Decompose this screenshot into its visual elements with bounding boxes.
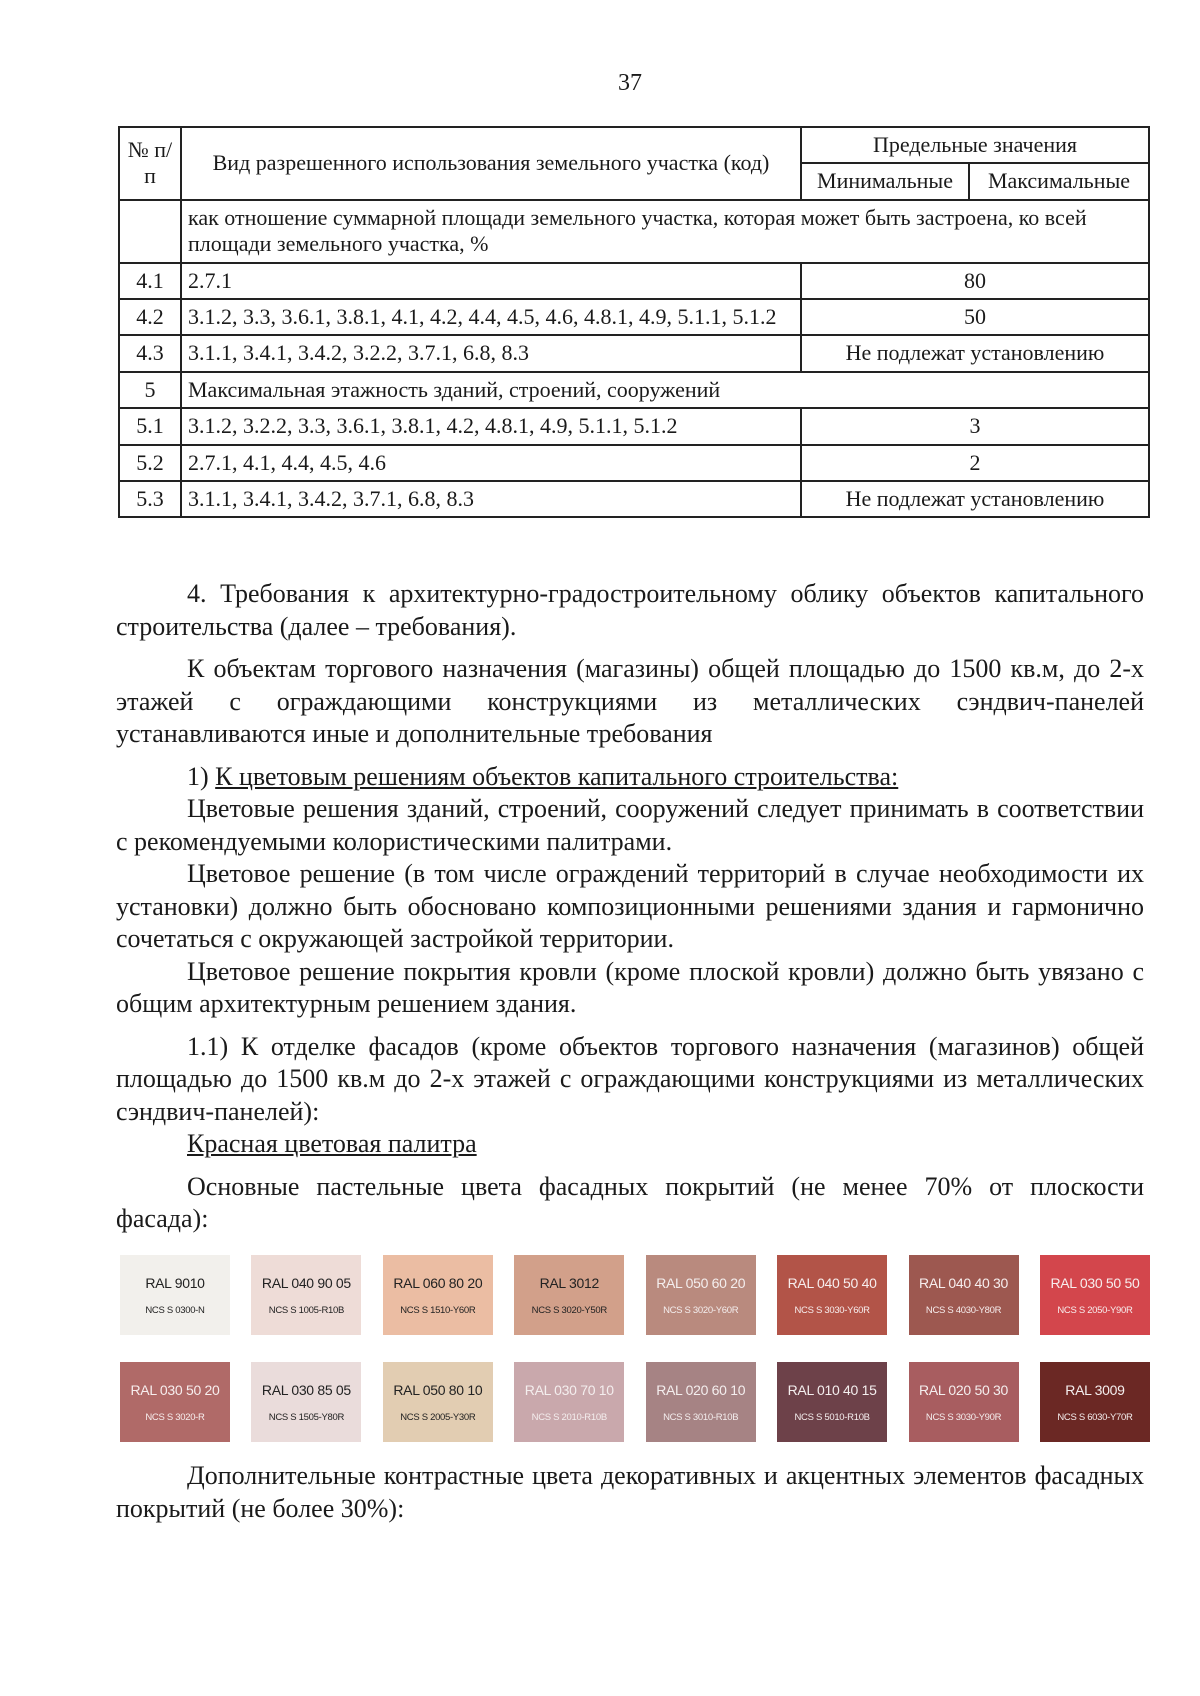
color-swatch: [646, 1255, 756, 1335]
swatch-ncs-code: NCS S 2005-Y30R: [400, 1411, 476, 1423]
swatch-ral-code: RAL 3012: [539, 1274, 599, 1291]
table-row: [119, 299, 1149, 335]
swatch-ncs-code: NCS S 2010-R10B: [531, 1411, 607, 1423]
row-use: Максимальная этажность зданий, строений, сооружений: [181, 372, 1149, 408]
page-number: 37: [618, 70, 642, 96]
swatch-ncs-code: NCS S 3010-R10B: [663, 1411, 739, 1423]
color-swatch: [909, 1362, 1019, 1442]
body-text-upper: [116, 578, 1144, 1236]
swatch-ncs-code: NCS S 2050-Y90R: [1057, 1304, 1133, 1316]
swatch-ral-code: RAL 020 60 10: [656, 1381, 746, 1398]
row-value: 3: [801, 408, 1149, 444]
row-value: Не подлежат установлению: [801, 481, 1149, 517]
paragraph-accent-colors: Дополнительные контрастные цвета декоративных и акцентных элементов фасадных покрытий (не более 30%):: [116, 1461, 1144, 1523]
row-use: как отношение суммарной площади земельного участка, которая может быть застроена, ко всей площади земельного участка, %: [181, 200, 1149, 263]
swatch-ral-code: RAL 020 50 30: [919, 1381, 1009, 1398]
row-num: 5.3: [119, 481, 181, 517]
color-swatch: [1040, 1255, 1150, 1335]
row-num: 5: [119, 372, 181, 408]
color-swatch: [514, 1362, 624, 1442]
color-swatch: [251, 1362, 361, 1442]
row-num: 4.2: [119, 299, 181, 335]
row-num: 4.3: [119, 335, 181, 371]
color-swatch: [1040, 1362, 1150, 1442]
table-row: [119, 335, 1149, 371]
header-min: Минимальные: [801, 163, 969, 199]
header-num: № п/п: [119, 127, 181, 200]
row-num: 4.1: [119, 263, 181, 299]
swatch-ral-code: RAL 040 50 40: [787, 1274, 877, 1291]
body-text-lower: [116, 1460, 1144, 1535]
paragraph-facade-finish: 1.1) К отделке фасадов (кроме объектов торгового назначения (магазинов) общей площадью до 1500 кв.м до 2-х этажей с ограждающими конструкциями из металлических сэндвич-панелей):: [116, 1031, 1144, 1126]
color-swatch: [646, 1362, 756, 1442]
row-value: 80: [801, 263, 1149, 299]
swatch-ncs-code: NCS S 0300-N: [145, 1304, 205, 1316]
color-swatch: [909, 1255, 1019, 1335]
row-use: 2.7.1, 4.1, 4.4, 4.5, 4.6: [181, 445, 801, 481]
row-value: Не подлежат установлению: [801, 335, 1149, 371]
swatch-ral-code: RAL 050 60 20: [656, 1274, 746, 1291]
swatch-ncs-code: NCS S 3020-Y60R: [663, 1304, 739, 1316]
swatch-ral-code: RAL 030 50 50: [1050, 1274, 1140, 1291]
paragraph-roof-color: Цветовое решение покрытия кровли (кроме плоской кровли) должно быть увязано с общим архитектурным решением здания.: [116, 956, 1144, 1018]
color-swatch: [514, 1255, 624, 1335]
swatch-ral-code: RAL 050 80 10: [393, 1381, 483, 1398]
color-swatch: [120, 1362, 230, 1442]
palette-main-colors-second-row: [120, 1362, 1150, 1442]
row-num: 5.2: [119, 445, 181, 481]
paragraph-trade-objects: К объектам торгового назначения (магазины) общей площадью до 1500 кв.м, до 2-х этажей с ограждающими конструкциями из металлических сэндвич-панелей устанавливаются иные и дополнительные требования: [116, 654, 1144, 748]
table-row: [119, 263, 1149, 299]
swatch-ral-code: RAL 030 85 05: [261, 1381, 351, 1398]
paragraph-color-heading: [116, 761, 1144, 794]
swatch-ral-code: RAL 040 40 30: [919, 1274, 1009, 1291]
swatch-ral-code: RAL 030 70 10: [524, 1381, 614, 1398]
swatch-ral-code: RAL 010 40 15: [787, 1381, 877, 1398]
swatch-ncs-code: NCS S 3030-Y90R: [925, 1411, 1002, 1423]
color-swatch: [383, 1362, 493, 1442]
header-limits: Предельные значения: [801, 127, 1149, 163]
row-value: 2: [801, 445, 1149, 481]
color-heading-underlined: К цветовым решениям объектов капитального строительства:: [215, 761, 899, 791]
requirements-table: [118, 126, 1150, 518]
table-row: [119, 481, 1149, 517]
swatch-ncs-code: NCS S 1510-Y60R: [400, 1304, 476, 1316]
paragraph-requirements: 4. Требования к архитектурно-градостроительному облику объектов капитального строительства (далее – требования).: [116, 579, 1144, 641]
row-num: 5.1: [119, 408, 181, 444]
color-swatch: [777, 1255, 887, 1335]
swatch-ncs-code: NCS S 6030-Y70R: [1057, 1411, 1133, 1423]
row-use: 3.1.2, 3.2.2, 3.3, 3.6.1, 3.8.1, 4.2, 4.8.1, 4.9, 5.1.1, 5.1.2: [181, 408, 801, 444]
swatch-ncs-code: NCS S 1005-R10B: [268, 1304, 345, 1316]
color-swatch: [120, 1255, 230, 1335]
table-row: [119, 200, 1149, 263]
row-use: 3.1.1, 3.4.1, 3.4.2, 3.7.1, 6.8, 8.3: [181, 481, 801, 517]
swatch-ncs-code: NCS S 3020-R: [145, 1411, 205, 1423]
table-row: [119, 408, 1149, 444]
color-heading-prefix: 1): [187, 761, 216, 791]
paragraph-color-palettes: Цветовые решения зданий, строений, сооружений следует принимать в соответствии с рекомендуемыми колористическими палитрами.: [116, 794, 1144, 856]
color-swatch: [777, 1362, 887, 1442]
swatch-ncs-code: NCS S 3020-Y50R: [531, 1304, 607, 1316]
table-header-row: [119, 127, 1149, 163]
row-use: 2.7.1: [181, 263, 801, 299]
swatch-ral-code: RAL 9010: [145, 1274, 205, 1291]
swatch-ral-code: RAL 3009: [1065, 1381, 1125, 1398]
swatch-ral-code: RAL 060 80 20: [393, 1274, 483, 1291]
table-row: [119, 445, 1149, 481]
swatch-ncs-code: NCS S 5010-R10B: [794, 1411, 870, 1423]
header-max: Максимальные: [969, 163, 1149, 199]
swatch-ncs-code: NCS S 1505-Y80R: [268, 1411, 345, 1423]
swatch-ral-code: RAL 030 50 20: [130, 1381, 220, 1398]
header-use: Вид разрешенного использования земельного участка (код): [181, 127, 801, 200]
paragraph-main-colors: Основные пастельные цвета фасадных покрытий (не менее 70% от плоскости фасада):: [116, 1171, 1144, 1233]
paragraph-color-fences: Цветовое решение (в том числе ограждений территорий в случае необходимости их установки) должно быть обосновано композиционными решениями здания и гармонично сочетаться с окружающей застройкой территории.: [116, 859, 1144, 953]
swatch-ncs-code: NCS S 3030-Y60R: [794, 1304, 870, 1316]
color-swatch: [383, 1255, 493, 1335]
red-palette-title: Красная цветовая палитра: [187, 1129, 477, 1158]
row-use: 3.1.2, 3.3, 3.6.1, 3.8.1, 4.1, 4.2, 4.4, 4.5, 4.6, 4.8.1, 4.9, 5.1.1, 5.1.2: [181, 299, 801, 335]
swatch-ral-code: RAL 040 90 05: [261, 1274, 351, 1291]
row-num: [119, 200, 181, 263]
color-swatch: [251, 1255, 361, 1335]
swatch-ncs-code: NCS S 4030-Y80R: [925, 1304, 1002, 1316]
paragraph-red-palette: [116, 1128, 1144, 1161]
row-use: 3.1.1, 3.4.1, 3.4.2, 3.2.2, 3.7.1, 6.8, 8.3: [181, 335, 801, 371]
palette-main-colors: [120, 1255, 1150, 1335]
row-value: 50: [801, 299, 1149, 335]
table-row: [119, 372, 1149, 408]
